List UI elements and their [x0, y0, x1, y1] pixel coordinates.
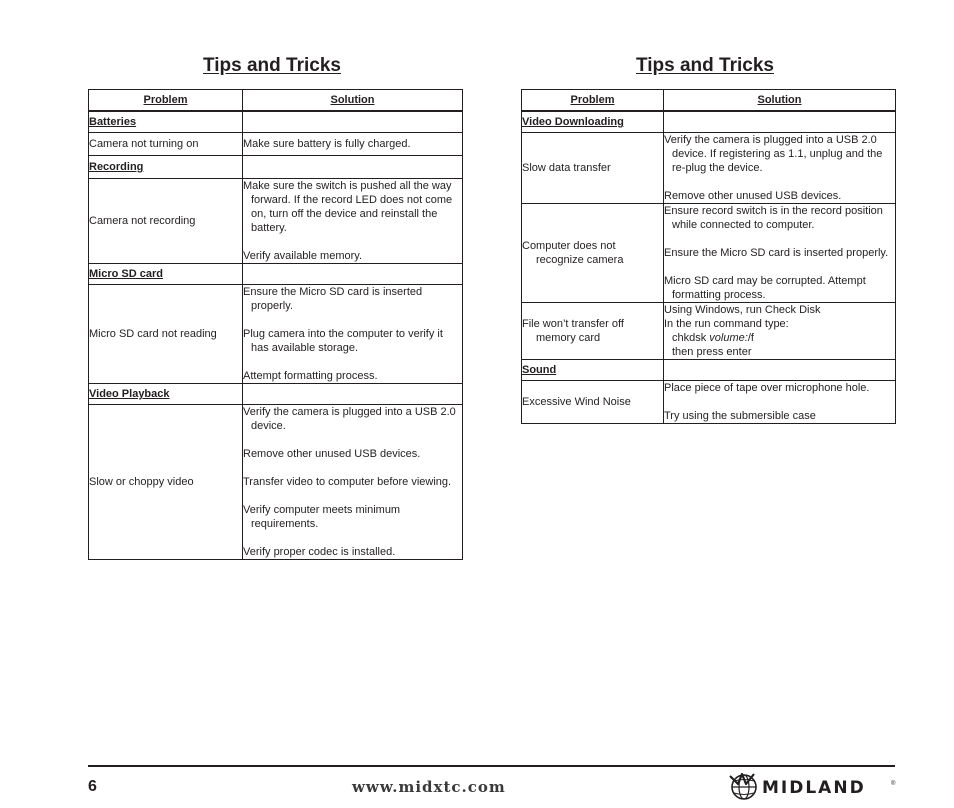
table-row: [522, 303, 896, 360]
header-solution: Solution: [243, 90, 463, 112]
problem-cell: Excessive Wind Noise: [522, 381, 664, 424]
problem-cell: File won’t transfer off memory card: [522, 303, 664, 360]
command-line: chkdsk volume:/f: [672, 332, 754, 344]
solution-cell: Make sure battery is fully charged.: [243, 133, 463, 156]
solution-cell: Ensure the Micro SD card is inserted properly. Plug camera into the computer to verify it has available storage. Attempt formatting process.: [243, 285, 463, 384]
logo-wordmark: MIDLAND: [762, 778, 866, 798]
page-title-left: Tips and Tricks: [203, 55, 341, 76]
table-row: [89, 285, 463, 384]
section-title: Video Downloading: [522, 111, 664, 133]
section-title: Recording: [89, 156, 243, 179]
table-row: [89, 133, 463, 156]
header-solution: Solution: [664, 90, 896, 112]
problem-cell: Camera not recording: [89, 179, 243, 264]
website-url: www.midxtc.com: [352, 778, 506, 796]
section-row-sound: [522, 360, 896, 381]
section-row-recording: [89, 156, 463, 179]
page-title-right: Tips and Tricks: [636, 55, 774, 76]
section-title: Sound: [522, 360, 664, 381]
section-title: Video Playback: [89, 384, 243, 405]
problem-cell: Slow or choppy video: [89, 405, 243, 560]
tips-table-right: [521, 89, 896, 424]
problem-cell: Camera not turning on: [89, 133, 243, 156]
registered-mark: ®: [891, 781, 896, 787]
table-row: [89, 179, 463, 264]
section-row-video-playback: [89, 384, 463, 405]
footer-divider: [88, 765, 895, 767]
section-title: Micro SD card: [89, 264, 243, 285]
solution-cell: Place piece of tape over microphone hole. Try using the submersible case: [664, 381, 896, 424]
problem-cell: Micro SD card not reading: [89, 285, 243, 384]
solution-cell: Make sure the switch is pushed all the way forward. If the record LED does not come on, turn off the device and reinstall the battery. Verify available memory.: [243, 179, 463, 264]
header-problem: Problem: [89, 90, 243, 112]
table-header-row: [89, 90, 463, 112]
section-title: Batteries: [89, 111, 243, 133]
table-row: [522, 381, 896, 424]
table-header-row: [522, 90, 896, 112]
solution-cell: Verify the camera is plugged into a USB 2.0 device. Remove other unused USB devices. Transfer video to computer before viewing. Verify computer meets minimum requirements. Verify proper codec is installed.: [243, 405, 463, 560]
solution-cell: Using Windows, run Check Disk In the run command type: chkdsk volume:/f then press enter: [664, 303, 896, 360]
solution-cell: Verify the camera is plugged into a USB 2.0 device. If registering as 1.1, unplug and the re-plug the device. Remove other unused USB devices.: [664, 133, 896, 204]
section-row-batteries: [89, 111, 463, 133]
tips-table-left: [88, 89, 463, 560]
problem-cell: Computer does not recognize camera: [522, 204, 664, 303]
problem-cell: Slow data transfer: [522, 133, 664, 204]
section-row-video-downloading: [522, 111, 896, 133]
section-row-micro-sd: [89, 264, 463, 285]
globe-icon: [728, 770, 762, 804]
solution-cell: Ensure record switch is in the record position while connected to computer. Ensure the Micro SD card is inserted properly. Micro SD card may be corrupted. Attempt formatting process.: [664, 204, 896, 303]
table-row: [522, 133, 896, 204]
page-number: 6: [88, 778, 97, 795]
brand-logo: [728, 770, 898, 804]
table-row: [522, 204, 896, 303]
header-problem: Problem: [522, 90, 664, 112]
table-row: [89, 405, 463, 560]
